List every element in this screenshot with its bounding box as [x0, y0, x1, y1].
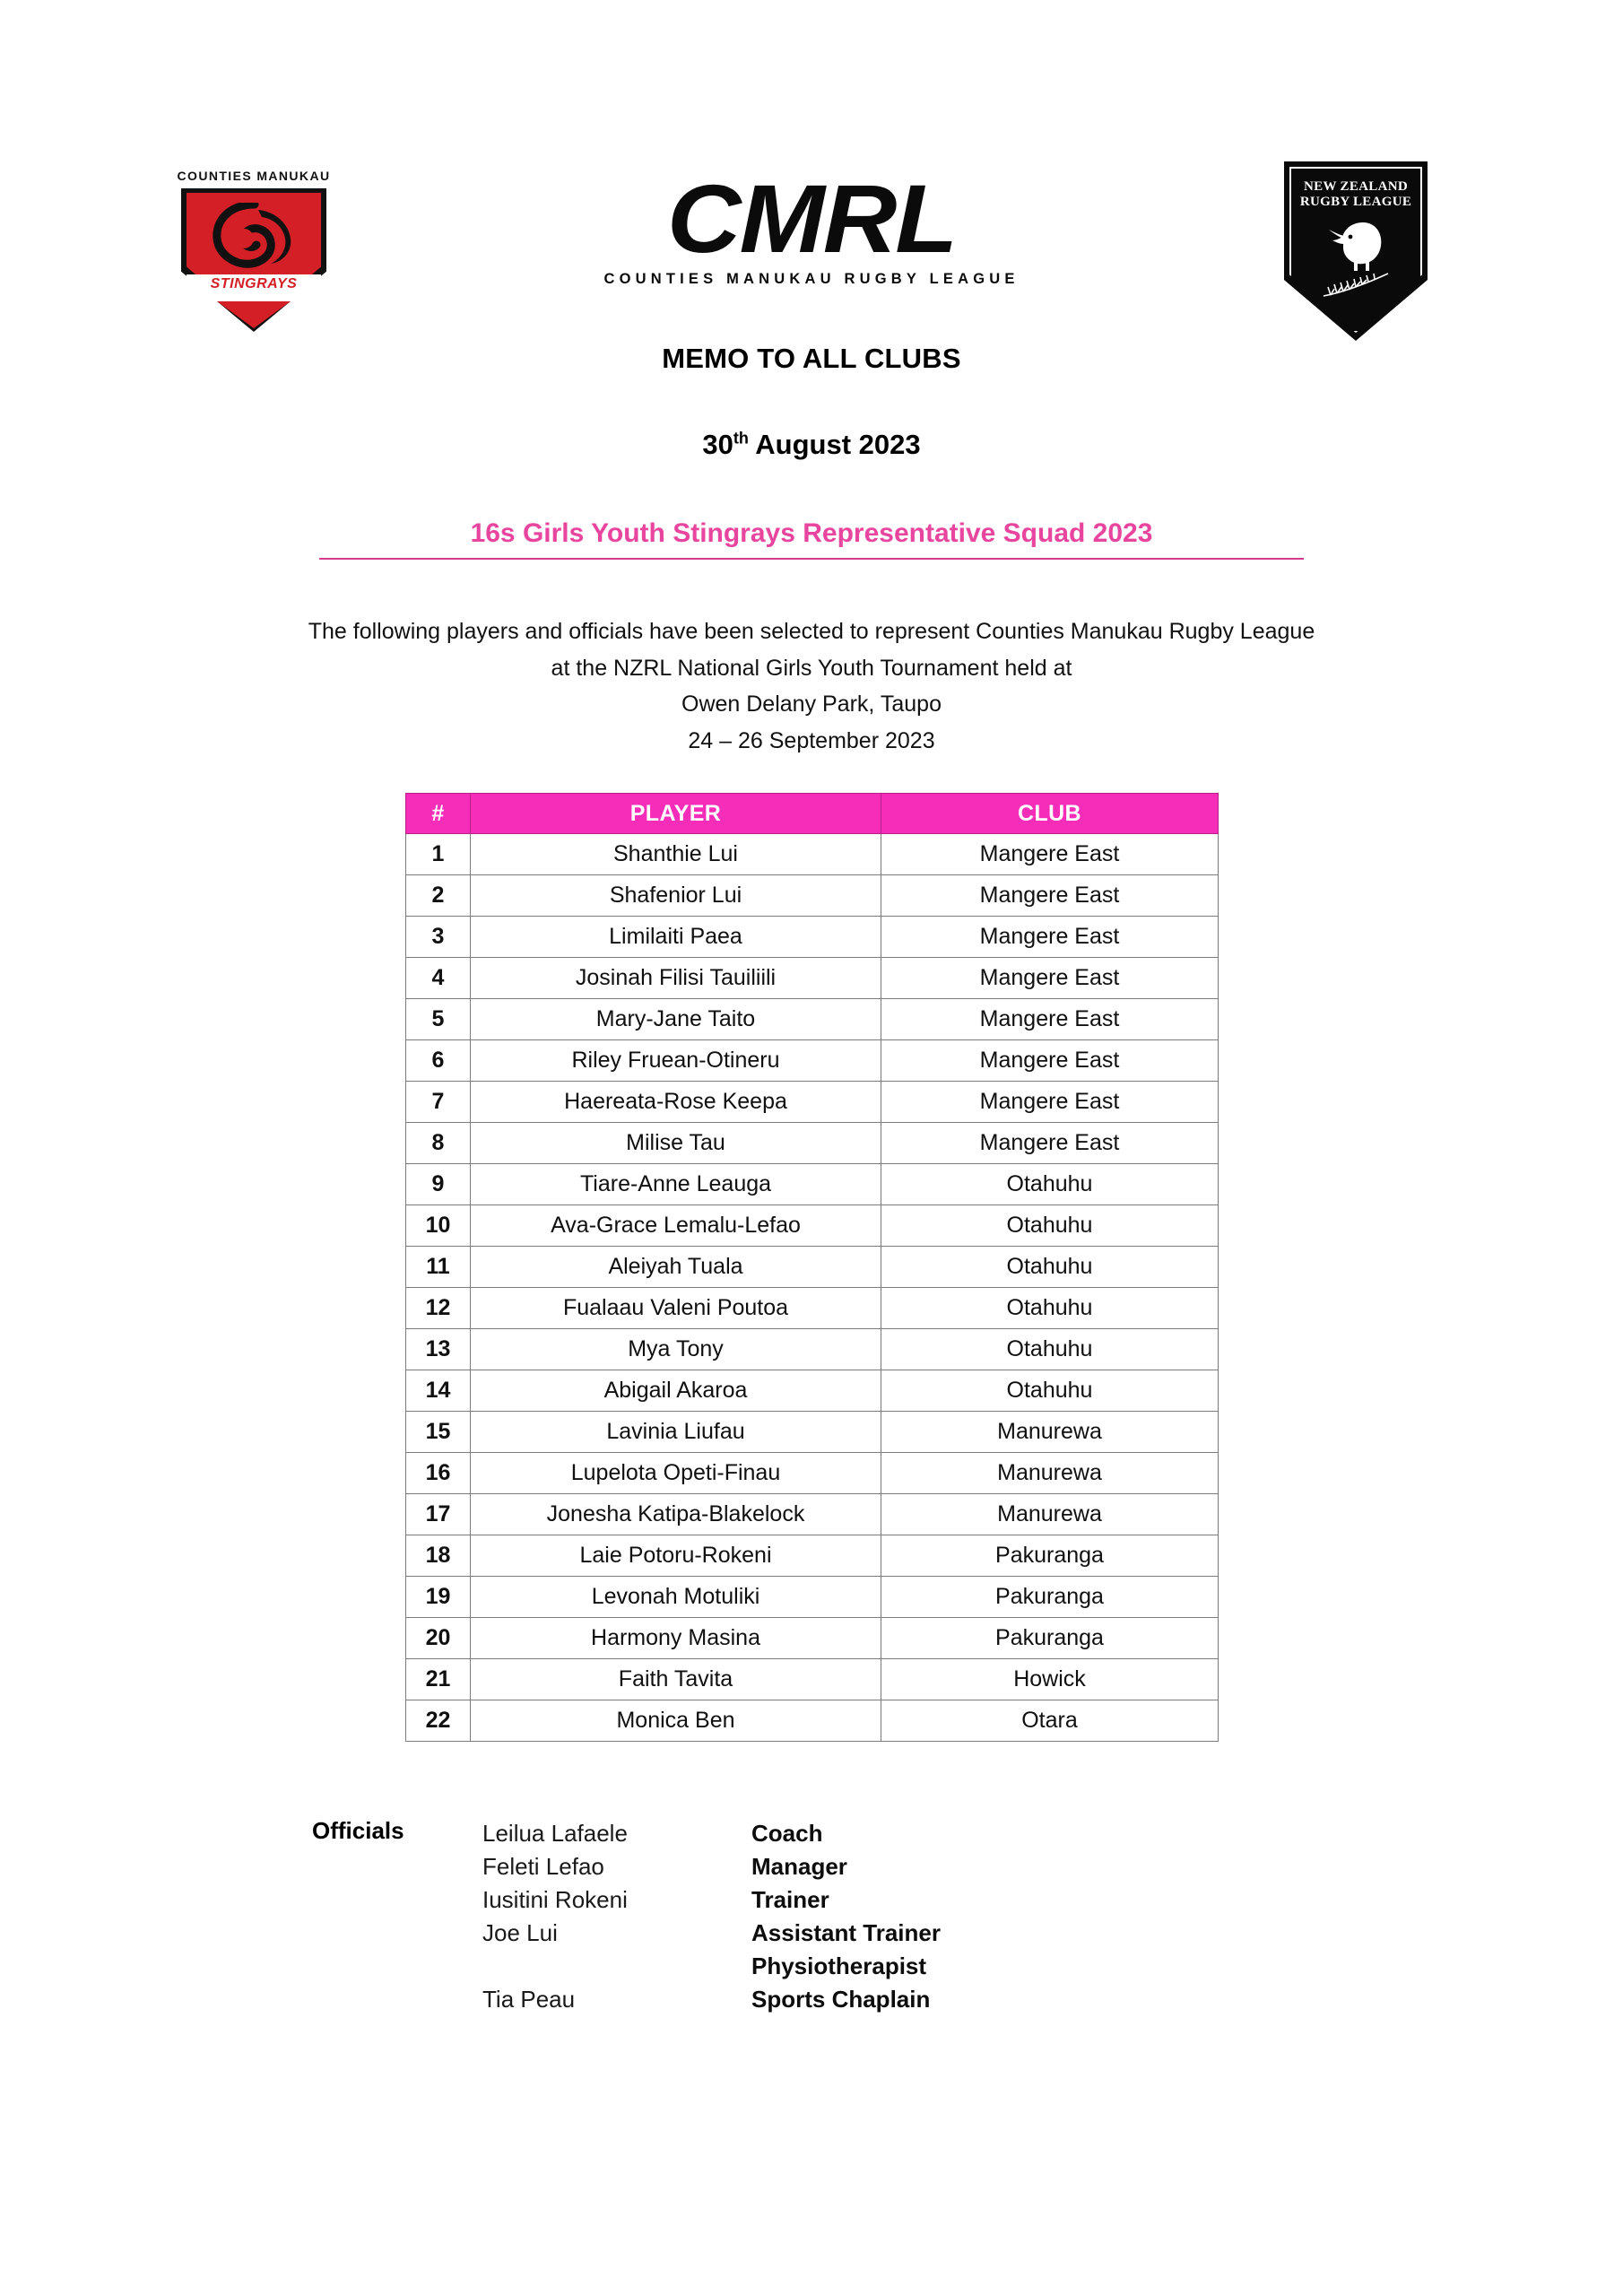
cell-num: 18 — [406, 1535, 471, 1577]
cell-player: Levonah Motuliki — [471, 1577, 881, 1618]
cell-player: Haereata-Rose Keepa — [471, 1082, 881, 1123]
squad-table-body — [406, 834, 1219, 1742]
nzrl-crest-line-2: RUGBY LEAGUE — [1299, 194, 1412, 209]
cell-club: Otahuhu — [881, 1164, 1219, 1205]
intro-line-3: Owen Delany Park, Taupo — [681, 691, 942, 717]
squad-title: 16s Girls Youth Stingrays Representative Squad 2023 — [470, 518, 1153, 548]
official-name: Feleti Lefao — [482, 1853, 604, 1880]
cell-club: Otahuhu — [881, 1247, 1219, 1288]
table-row — [406, 1205, 1219, 1247]
column-header-club: CLUB — [881, 794, 1219, 834]
table-row — [406, 834, 1219, 875]
cell-club: Pakuranga — [881, 1577, 1219, 1618]
cell-num: 2 — [406, 875, 471, 917]
officials-label: Officials — [312, 1817, 404, 1844]
intro-line-1: The following players and officials have been selected to represent Counties Manukau Rugby League — [308, 619, 1315, 644]
cell-player: Lavinia Liufau — [471, 1412, 881, 1453]
stingray-swirl-icon — [212, 203, 298, 273]
column-header-player: PLAYER — [471, 794, 881, 834]
table-row — [406, 1370, 1219, 1412]
new-zealand-rugby-league-crest-icon — [1284, 161, 1428, 341]
table-row — [406, 1453, 1219, 1494]
cell-club: Manurewa — [881, 1494, 1219, 1535]
cell-club: Mangere East — [881, 917, 1219, 958]
officials-names-column — [482, 1817, 628, 2016]
table-row — [406, 1577, 1219, 1618]
cell-player: Abigail Akaroa — [471, 1370, 881, 1412]
cell-player: Shafenior Lui — [471, 875, 881, 917]
memo-date-ordinal: th — [733, 429, 749, 448]
cell-club: Otahuhu — [881, 1329, 1219, 1370]
stingrays-band-text: STINGRAYS — [210, 276, 298, 291]
cell-player: Jonesha Katipa-Blakelock — [471, 1494, 881, 1535]
official-role: Manager — [751, 1853, 847, 1880]
kiwi-bird-icon — [1327, 217, 1384, 273]
cell-player: Aleiyah Tuala — [471, 1247, 881, 1288]
stingrays-shield-point — [217, 301, 291, 328]
official-role: Physiotherapist — [751, 1952, 927, 1979]
memo-date-day: 30 — [702, 429, 733, 460]
squad-title-underline — [319, 558, 1304, 560]
officials-roles-column — [751, 1817, 941, 2016]
official-role: Trainer — [751, 1886, 829, 1913]
official-role: Coach — [751, 1820, 823, 1847]
cell-club: Mangere East — [881, 834, 1219, 875]
table-row — [406, 1082, 1219, 1123]
cell-club: Otahuhu — [881, 1370, 1219, 1412]
silver-fern-icon — [1320, 271, 1392, 300]
table-row — [406, 999, 1219, 1040]
cell-num: 22 — [406, 1700, 471, 1742]
cell-num: 9 — [406, 1164, 471, 1205]
table-row — [406, 958, 1219, 999]
cell-club: Manurewa — [881, 1453, 1219, 1494]
cell-player: Fualaau Valeni Poutoa — [471, 1288, 881, 1329]
cell-player: Limilaiti Paea — [471, 917, 881, 958]
cell-club: Otahuhu — [881, 1205, 1219, 1247]
memo-date — [0, 429, 1623, 461]
cell-club: Otara — [881, 1700, 1219, 1742]
logo-header-row — [0, 161, 1623, 341]
cell-club: Mangere East — [881, 1040, 1219, 1082]
cmrl-wordmark-logo — [574, 164, 1049, 288]
cell-player: Mary-Jane Taito — [471, 999, 881, 1040]
cell-num: 3 — [406, 917, 471, 958]
table-row — [406, 1494, 1219, 1535]
cell-player: Lupelota Opeti-Finau — [471, 1453, 881, 1494]
table-row — [406, 1412, 1219, 1453]
cell-club: Howick — [881, 1659, 1219, 1700]
cell-player: Mya Tony — [471, 1329, 881, 1370]
counties-manukau-stingrays-crest-icon — [169, 169, 339, 335]
column-header-number: # — [406, 794, 471, 834]
cell-player: Milise Tau — [471, 1123, 881, 1164]
cell-club: Manurewa — [881, 1412, 1219, 1453]
cell-player: Shanthie Lui — [471, 834, 881, 875]
official-name: Iusitini Rokeni — [482, 1886, 628, 1913]
official-name: Leilua Lafaele — [482, 1820, 628, 1847]
cell-player: Ava-Grace Lemalu-Lefao — [471, 1205, 881, 1247]
cell-player: Faith Tavita — [471, 1659, 881, 1700]
table-row — [406, 1288, 1219, 1329]
squad-table-head — [406, 794, 1219, 834]
cell-num: 7 — [406, 1082, 471, 1123]
stingrays-shield-shape — [181, 188, 326, 332]
cell-player: Laie Potoru-Rokeni — [471, 1535, 881, 1577]
cell-club: Mangere East — [881, 1123, 1219, 1164]
cell-club: Pakuranga — [881, 1618, 1219, 1659]
cell-player: Riley Fruean-Otineru — [471, 1040, 881, 1082]
cell-num: 13 — [406, 1329, 471, 1370]
table-header-row — [406, 794, 1219, 834]
official-name — [482, 1950, 628, 1983]
memo-title: MEMO TO ALL CLUBS — [662, 343, 961, 374]
cell-num: 20 — [406, 1618, 471, 1659]
cell-num: 17 — [406, 1494, 471, 1535]
cell-club: Mangere East — [881, 1082, 1219, 1123]
cell-num: 8 — [406, 1123, 471, 1164]
cell-num: 11 — [406, 1247, 471, 1288]
table-row — [406, 875, 1219, 917]
table-row — [406, 1535, 1219, 1577]
cell-club: Mangere East — [881, 958, 1219, 999]
official-name: Tia Peau — [482, 1986, 576, 2013]
table-row — [406, 1618, 1219, 1659]
official-role: Assistant Trainer — [751, 1919, 941, 1946]
table-row — [406, 1040, 1219, 1082]
table-row — [406, 1123, 1219, 1164]
squad-table — [405, 793, 1219, 1742]
cell-num: 16 — [406, 1453, 471, 1494]
cell-club: Otahuhu — [881, 1288, 1219, 1329]
cmrl-wordmark-subtitle: COUNTIES MANUKAU RUGBY LEAGUE — [603, 271, 1020, 287]
cell-num: 1 — [406, 834, 471, 875]
cell-club: Mangere East — [881, 999, 1219, 1040]
cell-num: 5 — [406, 999, 471, 1040]
cell-num: 10 — [406, 1205, 471, 1247]
nzrl-crest-line-1: NEW ZEALAND — [1304, 179, 1408, 194]
cell-num: 14 — [406, 1370, 471, 1412]
cell-num: 21 — [406, 1659, 471, 1700]
stingrays-crest-top-text: COUNTIES MANUKAU — [177, 169, 331, 183]
cmrl-wordmark-text: CMRL — [666, 164, 957, 273]
table-row — [406, 1247, 1219, 1288]
intro-line-4: 24 – 26 September 2023 — [688, 727, 935, 753]
official-name: Joe Lui — [482, 1919, 558, 1946]
cell-num: 12 — [406, 1288, 471, 1329]
cell-player: Tiare-Anne Leauga — [471, 1164, 881, 1205]
officials-section — [0, 1810, 1623, 2043]
table-row — [406, 1700, 1219, 1742]
cell-num: 4 — [406, 958, 471, 999]
memo-date-month-year: August 2023 — [748, 429, 921, 460]
intro-paragraph — [0, 613, 1623, 759]
nzrl-crest-text — [1284, 179, 1428, 210]
table-row — [406, 1329, 1219, 1370]
cell-num: 19 — [406, 1577, 471, 1618]
cell-num: 15 — [406, 1412, 471, 1453]
cell-player: Monica Ben — [471, 1700, 881, 1742]
intro-line-2: at the NZRL National Girls Youth Tournament held at — [551, 655, 1072, 681]
table-row — [406, 1164, 1219, 1205]
official-role: Sports Chaplain — [751, 1986, 931, 2013]
cell-num: 6 — [406, 1040, 471, 1082]
cell-club: Mangere East — [881, 875, 1219, 917]
cell-player: Harmony Masina — [471, 1618, 881, 1659]
cell-club: Pakuranga — [881, 1535, 1219, 1577]
table-row — [406, 917, 1219, 958]
table-row — [406, 1659, 1219, 1700]
cell-player: Josinah Filisi Tauiliili — [471, 958, 881, 999]
